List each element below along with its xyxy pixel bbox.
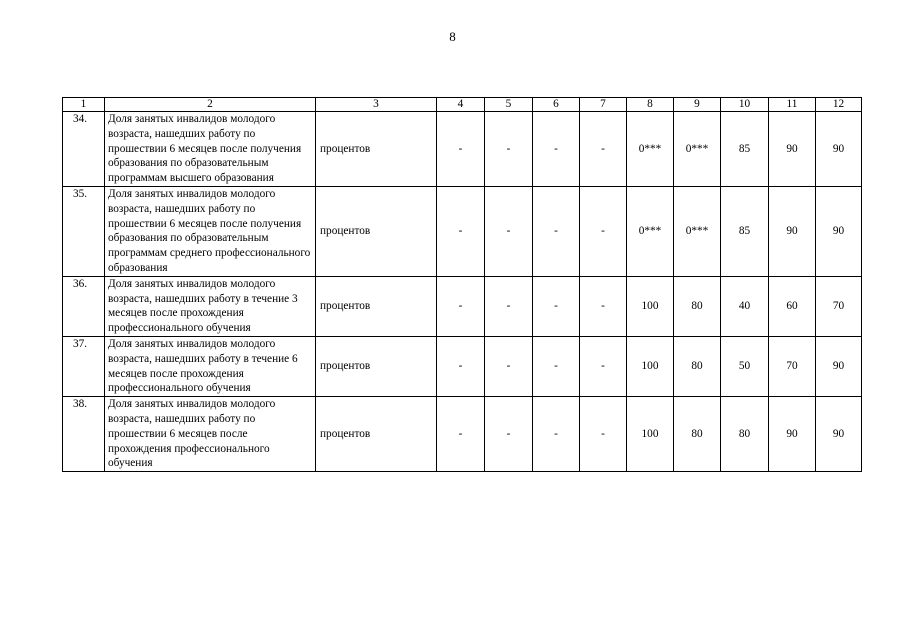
value-cell: 90 [816, 186, 862, 276]
indicator-name: Доля занятых инвалидов молодого возраста, нашедших работу по прошествии 6 месяцев после получения образования по образовательным программам среднего профессионального образования [105, 186, 316, 276]
value-cell: 100 [627, 336, 674, 396]
value-cell: - [533, 397, 580, 472]
value-cell: 0*** [674, 112, 721, 187]
value-cell: 85 [721, 186, 769, 276]
value-cell: 80 [674, 397, 721, 472]
value-cell: - [485, 186, 533, 276]
value-cell: - [580, 186, 627, 276]
unit-cell: процентов [316, 112, 437, 187]
column-header: 2 [105, 98, 316, 112]
header-row [63, 98, 862, 112]
value-cell: - [437, 276, 485, 336]
value-cell: - [437, 397, 485, 472]
page-number: 8 [449, 29, 456, 44]
value-cell: 60 [769, 276, 816, 336]
table-row [63, 112, 862, 187]
value-cell: 85 [721, 112, 769, 187]
table-row [63, 336, 862, 396]
value-cell: - [485, 276, 533, 336]
value-cell: 80 [674, 276, 721, 336]
value-cell: 90 [816, 112, 862, 187]
value-cell: - [580, 276, 627, 336]
column-header: 12 [816, 98, 862, 112]
indicator-name: Доля занятых инвалидов молодого возраста, нашедших работу в течение 6 месяцев после прохождения профессионального обучения [105, 336, 316, 396]
column-header: 8 [627, 98, 674, 112]
value-cell: 0*** [627, 112, 674, 187]
value-cell: 100 [627, 276, 674, 336]
indicator-name: Доля занятых инвалидов молодого возраста, нашедших работу по прошествии 6 месяцев после прохождения профессионального обучения [105, 397, 316, 472]
value-cell: 100 [627, 397, 674, 472]
column-header: 7 [580, 98, 627, 112]
value-cell: 80 [674, 336, 721, 396]
row-number: 35. [63, 186, 105, 276]
value-cell: 70 [769, 336, 816, 396]
indicator-name: Доля занятых инвалидов молодого возраста, нашедших работу по прошествии 6 месяцев после получения образования по образовательным программам высшего образования [105, 112, 316, 187]
value-cell: - [485, 112, 533, 187]
value-cell: - [533, 112, 580, 187]
value-cell: - [533, 336, 580, 396]
value-cell: 40 [721, 276, 769, 336]
value-cell: - [437, 112, 485, 187]
value-cell: - [533, 276, 580, 336]
value-cell: 80 [721, 397, 769, 472]
row-number: 38. [63, 397, 105, 472]
unit-cell: процентов [316, 276, 437, 336]
column-header: 9 [674, 98, 721, 112]
value-cell: 0*** [627, 186, 674, 276]
row-number: 34. [63, 112, 105, 187]
value-cell: - [437, 336, 485, 396]
row-number: 37. [63, 336, 105, 396]
unit-cell: процентов [316, 186, 437, 276]
column-header: 10 [721, 98, 769, 112]
column-header: 11 [769, 98, 816, 112]
row-number: 36. [63, 276, 105, 336]
value-cell: 70 [816, 276, 862, 336]
indicators-table [62, 97, 862, 472]
value-cell: 90 [769, 186, 816, 276]
column-header: 6 [533, 98, 580, 112]
indicator-name: Доля занятых инвалидов молодого возраста, нашедших работу в течение 3 месяцев после прохождения профессионального обучения [105, 276, 316, 336]
value-cell: 90 [816, 397, 862, 472]
value-cell: - [580, 336, 627, 396]
value-cell: 90 [769, 112, 816, 187]
value-cell: 90 [816, 336, 862, 396]
table-row [63, 276, 862, 336]
column-header: 3 [316, 98, 437, 112]
value-cell: - [485, 336, 533, 396]
value-cell: - [533, 186, 580, 276]
table-row [63, 186, 862, 276]
value-cell: - [580, 397, 627, 472]
value-cell: 90 [769, 397, 816, 472]
unit-cell: процентов [316, 397, 437, 472]
value-cell: - [580, 112, 627, 187]
column-header: 1 [63, 98, 105, 112]
value-cell: - [485, 397, 533, 472]
column-header: 5 [485, 98, 533, 112]
value-cell: 50 [721, 336, 769, 396]
value-cell: - [437, 186, 485, 276]
table-row [63, 397, 862, 472]
value-cell: 0*** [674, 186, 721, 276]
unit-cell: процентов [316, 336, 437, 396]
column-header: 4 [437, 98, 485, 112]
